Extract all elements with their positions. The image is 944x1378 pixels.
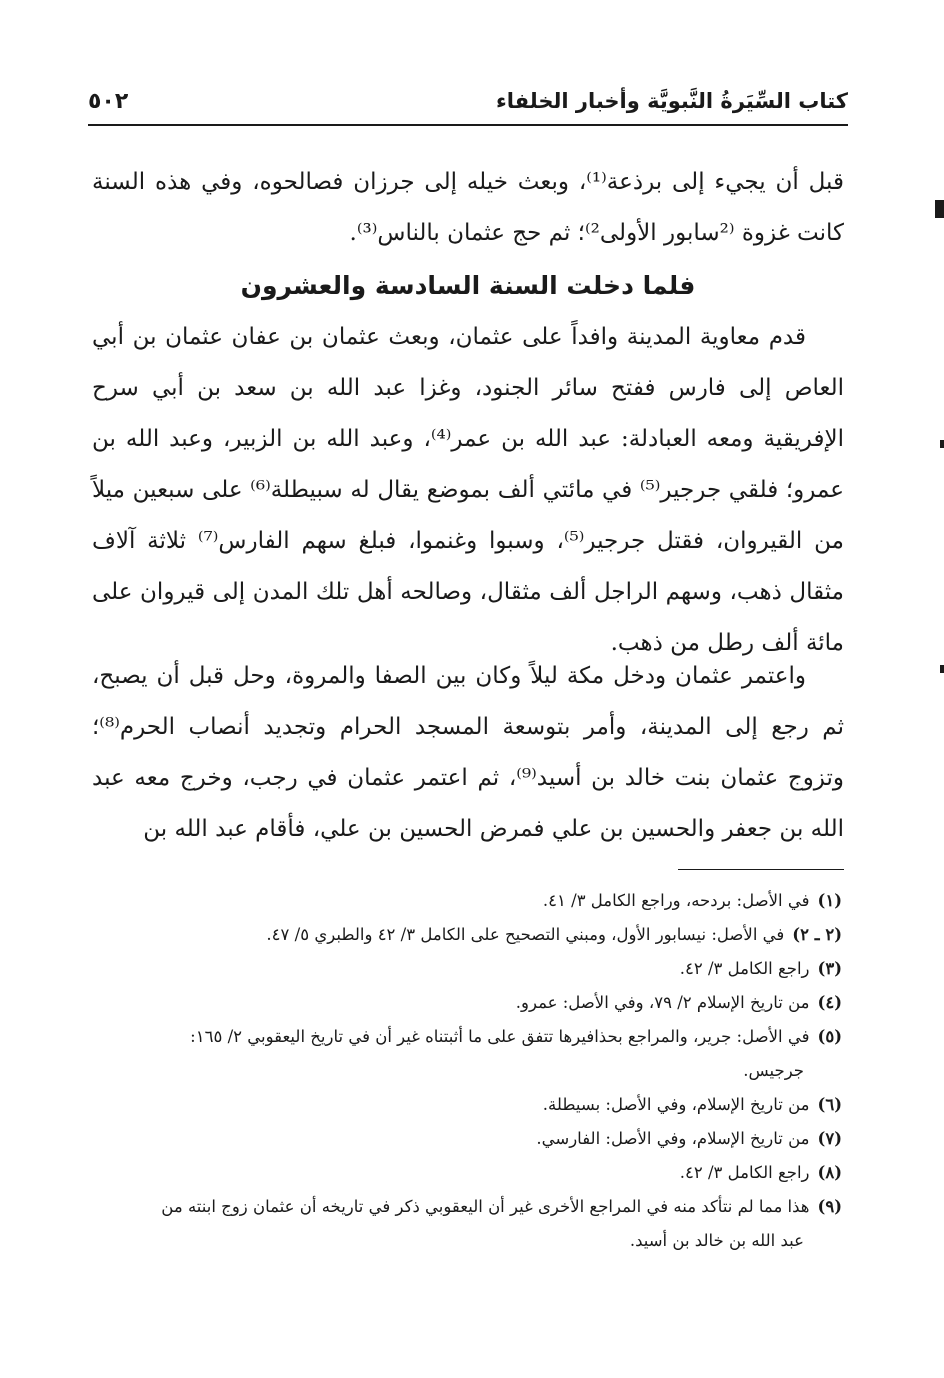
footnote-number: (٤)	[817, 993, 842, 1012]
footnote-text: في الأصل: نيسابور الأول، ومبني التصحيح على الكامل ٣/ ٤٢ والطبري ٥/ ٤٧.	[266, 925, 785, 944]
footnote-text: هذا مما لم نتأكد منه في المراجع الأخرى غير أن اليعقوبي ذكر في تاريخه أن عثمان زوج ابنته من	[161, 1197, 810, 1216]
intro-paragraph-block	[92, 157, 844, 259]
page-number: ٥٠٢	[88, 88, 129, 114]
footnote	[86, 1020, 842, 1054]
footnote-number: (١)	[817, 891, 842, 910]
footnote	[86, 1156, 842, 1190]
intro-paragraph: قبل أن يجيء إلى برذعة⁽¹⁾، وبعث خيله إلى جرزان فصالحوه، وفي هذه السنة كانت غزوة ⁽²سابور الأولى²⁾؛ ثم حج عثمان بالناس⁽³⁾.	[92, 169, 844, 246]
footnote-number: (٨)	[817, 1163, 842, 1182]
section-paragraph: قدم معاوية المدينة وافداً على عثمان، وبعث عثمان بن عفان عثمان بن أبي العاص إلى فارس ففتح سائر الجنود، وغزا عبد الله بن سعد بن أبي سرح الإفريقية ومعه العبادلة: عبد الله بن عمر⁽⁴⁾، وعبد الله بن الزبير، وعبد الله بن عمرو؛ فلقي جرجير⁽⁵⁾ في مائتي ألف بموضع يقال له سبيطلة⁽⁶⁾ على سبعين ميلاً من القيروان، فقتل جرجير⁽⁵⁾، وسبوا وغنموا، فبلغ سهم الفارس⁽⁷⁾ ثلاثة آلاف مثقال ذهب، وسهم الراجل ألف مثقال، وصالحه أهل تلك المدن إلى قيروان على مائة ألف رطل من ذهب.	[92, 324, 844, 656]
footnote-text: راجع الكامل ٣/ ٤٢.	[679, 959, 810, 978]
footnote-separator	[678, 869, 844, 870]
section-paragraph-block-1	[92, 312, 844, 669]
footnote	[86, 918, 842, 952]
section-paragraph: واعتمر عثمان ودخل مكة ليلاً وكان بين الصفا والمروة، وحل قبل أن يصبح، ثم رجع إلى المدينة، وأمر بتوسعة المسجد الحرام وتجديد أنصاب الحرم⁽⁸⁾؛ وتزوج عثمان بنت خالد بن أسيد⁽⁹⁾، ثم اعتمر عثمان في رجب، وخرج معه عبد الله بن جعفر والحسين بن علي فمرض الحسين بن علي، فأقام عبد الله بن	[92, 663, 844, 842]
page-header	[88, 82, 848, 120]
section-paragraph-block-2	[92, 651, 844, 855]
footnote	[86, 986, 842, 1020]
footnote-text: من تاريخ الإسلام ٢/ ٧٩، وفي الأصل: عمرو.	[515, 993, 810, 1012]
footnote-number: (٧)	[817, 1129, 842, 1148]
footnote-text: في الأصل: جرير، والمراجع بحذافيرها تتفق على ما أثبتناه غير أن في تاريخ اليعقوبي ٢/ ١٦٥:	[190, 1027, 810, 1046]
header-rule	[88, 124, 848, 126]
footnote	[86, 1122, 842, 1156]
footnote-number: (٩)	[817, 1197, 842, 1216]
footnote-text: راجع الكامل ٣/ ٤٢.	[679, 1163, 810, 1182]
running-title: كتاب السِّيَرةُ النَّبويَّة وأخبار الخلفاء	[496, 89, 848, 113]
scan-edge-mark	[935, 200, 944, 218]
footnote-text: من تاريخ الإسلام، وفي الأصل: الفارسي.	[536, 1129, 810, 1148]
footnote-number: (٦)	[817, 1095, 842, 1114]
footnote-number: (٥)	[817, 1027, 842, 1046]
footnote	[86, 952, 842, 986]
footnote-number: (٣)	[817, 959, 842, 978]
footnote	[86, 1088, 842, 1122]
footnote-text: في الأصل: بردحه، وراجع الكامل ٣/ ٤١.	[542, 891, 810, 910]
section-heading: فلما دخلت السنة السادسة والعشرون	[240, 271, 696, 300]
scan-edge-mark	[940, 665, 944, 673]
footnote	[86, 1190, 842, 1224]
footnotes	[86, 884, 842, 1258]
footnote-continuation: عبد الله بن خالد بن أسيد.	[629, 1231, 804, 1250]
footnote-continuation: جرجيس.	[743, 1061, 804, 1080]
scan-edge-mark	[940, 440, 944, 448]
footnote	[86, 884, 842, 918]
footnote-number: (٢ ـ ٢)	[792, 925, 842, 944]
footnote-text: من تاريخ الإسلام، وفي الأصل: بسيطلة.	[542, 1095, 810, 1114]
